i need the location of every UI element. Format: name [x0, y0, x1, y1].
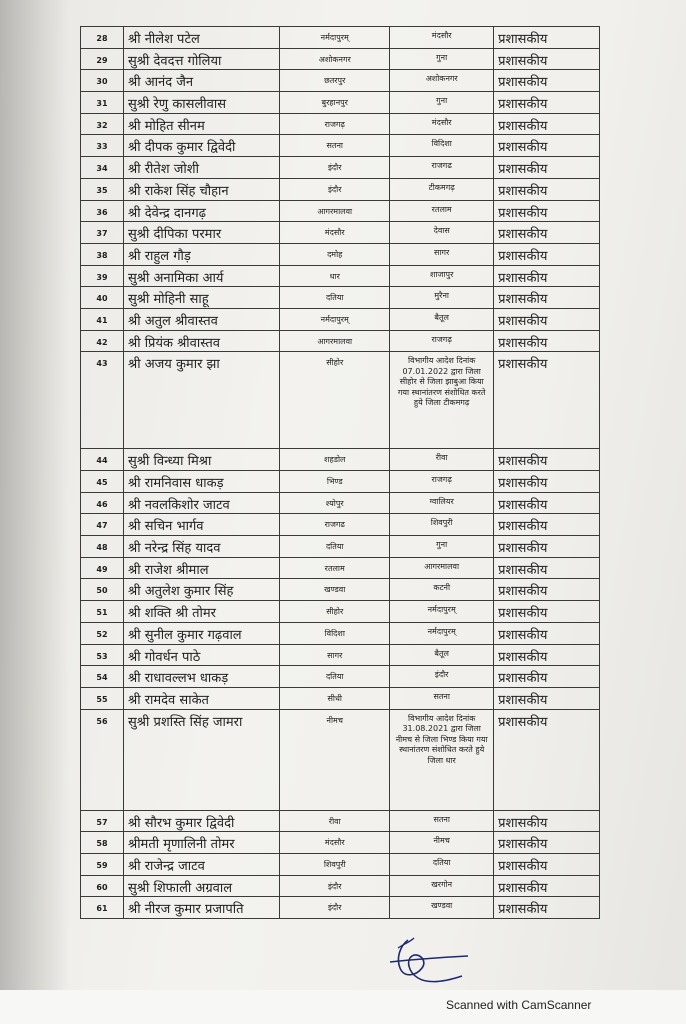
from-district: मंदसौर	[280, 832, 390, 854]
to-district: रीवा	[390, 449, 494, 471]
officer-name: श्री प्रियंक श्रीवास्तव	[123, 330, 279, 352]
table-row	[81, 897, 600, 919]
to-district: बैतूल	[390, 308, 494, 330]
from-district: नीमच	[280, 709, 390, 810]
from-district: बुरहानपुर	[280, 92, 390, 114]
row-number: 36	[81, 200, 124, 222]
officer-name: श्री मोहित सीनम	[123, 113, 279, 135]
to-district: राजगढ़	[390, 471, 494, 493]
row-number: 52	[81, 622, 124, 644]
transfer-category: प्रशासकीय	[494, 644, 600, 666]
transfer-category: प्रशासकीय	[494, 48, 600, 70]
from-district: नर्मदापुरम्	[280, 308, 390, 330]
transfer-category: प्रशासकीय	[494, 666, 600, 688]
row-number: 49	[81, 557, 124, 579]
from-district: राजगढ	[280, 514, 390, 536]
officer-name: सुश्री अनामिका आर्य	[123, 265, 279, 287]
officer-name: सुश्री प्रशस्ति सिंह जामरा	[123, 709, 279, 810]
table-row	[81, 853, 600, 875]
officer-name: श्री राहुल गौड़	[123, 243, 279, 265]
transfer-category: प्रशासकीय	[494, 178, 600, 200]
from-district: रतलाम	[280, 557, 390, 579]
row-number: 43	[81, 352, 124, 449]
from-district: इंदौर	[280, 157, 390, 179]
officer-name: सुश्री रेणु कासलीवास	[123, 92, 279, 114]
row-number: 56	[81, 709, 124, 810]
row-number: 32	[81, 113, 124, 135]
row-number: 44	[81, 449, 124, 471]
row-number: 37	[81, 222, 124, 244]
transfer-category: प्रशासकीय	[494, 853, 600, 875]
table-row	[81, 243, 600, 265]
row-number: 50	[81, 579, 124, 601]
officer-name: श्री अतुल श्रीवास्तव	[123, 308, 279, 330]
table-body	[81, 27, 600, 919]
table-row	[81, 687, 600, 709]
to-district: कटनी	[390, 579, 494, 601]
table-row	[81, 579, 600, 601]
from-district: आगरमालवा	[280, 330, 390, 352]
from-district: दमोह	[280, 243, 390, 265]
officer-name: श्री शक्ति श्री तोमर	[123, 601, 279, 623]
table-row	[81, 832, 600, 854]
to-district: अशोकनगर	[390, 70, 494, 92]
row-number: 57	[81, 810, 124, 832]
transfer-category: प्रशासकीय	[494, 200, 600, 222]
to-district: शिवपुरी	[390, 514, 494, 536]
to-district: सतना	[390, 810, 494, 832]
table-row	[81, 666, 600, 688]
to-district: गुना	[390, 48, 494, 70]
officer-name: श्री सचिन भार्गव	[123, 514, 279, 536]
row-number: 53	[81, 644, 124, 666]
transfer-category: प्रशासकीय	[494, 330, 600, 352]
to-district: गुना	[390, 92, 494, 114]
to-district: शाजापुर	[390, 265, 494, 287]
transfer-category: प्रशासकीय	[494, 810, 600, 832]
row-number: 58	[81, 832, 124, 854]
from-district: दतिया	[280, 666, 390, 688]
officer-name: श्री राजेन्द्र जाटव	[123, 853, 279, 875]
table-row	[81, 135, 600, 157]
from-district: भिण्ड	[280, 471, 390, 493]
row-number: 54	[81, 666, 124, 688]
officer-name: श्री देवेन्द्र दानगढ़	[123, 200, 279, 222]
table-row	[81, 308, 600, 330]
transfer-category: प्रशासकीय	[494, 287, 600, 309]
to-district: ग्वालियर	[390, 492, 494, 514]
table-row	[81, 265, 600, 287]
transfer-category: प्रशासकीय	[494, 265, 600, 287]
table-row	[81, 622, 600, 644]
officer-name: सुश्री दीपिका परमार	[123, 222, 279, 244]
from-district: सतना	[280, 135, 390, 157]
from-district: सीहोर	[280, 601, 390, 623]
table-row	[81, 200, 600, 222]
to-district: विदिशा	[390, 135, 494, 157]
to-district: टीकमगढ़	[390, 178, 494, 200]
table-row	[81, 178, 600, 200]
transfer-category: प्रशासकीय	[494, 157, 600, 179]
to-district: खण्डवा	[390, 897, 494, 919]
officer-name: श्री नीलेश पटेल	[123, 27, 279, 49]
to-district: इंदौर	[390, 666, 494, 688]
transfer-category: प्रशासकीय	[494, 92, 600, 114]
to-district: नर्मदापुरम्	[390, 622, 494, 644]
row-number: 45	[81, 471, 124, 493]
transfer-category: प्रशासकीय	[494, 557, 600, 579]
row-number: 46	[81, 492, 124, 514]
row-number: 29	[81, 48, 124, 70]
to-district: नर्मदापुरम्	[390, 601, 494, 623]
table-row	[81, 222, 600, 244]
table-row	[81, 92, 600, 114]
from-district: सागर	[280, 644, 390, 666]
row-number: 30	[81, 70, 124, 92]
from-district: अशोकनगर	[280, 48, 390, 70]
from-district: इंदौर	[280, 875, 390, 897]
row-number: 60	[81, 875, 124, 897]
from-district: दतिया	[280, 536, 390, 558]
officer-name: सुश्री मोहिनी साहू	[123, 287, 279, 309]
table-row	[81, 514, 600, 536]
from-district: खण्डवा	[280, 579, 390, 601]
row-number: 59	[81, 853, 124, 875]
transfer-category: प्रशासकीय	[494, 135, 600, 157]
officer-name: श्री सुनील कुमार गढ़वाल	[123, 622, 279, 644]
table-row	[81, 27, 600, 49]
officer-name: श्री राजेश श्रीमाल	[123, 557, 279, 579]
transfer-table	[80, 26, 600, 919]
officer-name: श्री नवलकिशोर जाटव	[123, 492, 279, 514]
transfer-category: प्रशासकीय	[494, 243, 600, 265]
officer-name: श्री राकेश सिंह चौहान	[123, 178, 279, 200]
transfer-category: प्रशासकीय	[494, 308, 600, 330]
transfer-category: प्रशासकीय	[494, 536, 600, 558]
transfer-category: प्रशासकीय	[494, 875, 600, 897]
table-row	[81, 557, 600, 579]
officer-name: श्री अतुलेश कुमार सिंह	[123, 579, 279, 601]
to-district: खरगोन	[390, 875, 494, 897]
row-number: 42	[81, 330, 124, 352]
from-district: श्योपुर	[280, 492, 390, 514]
transfer-category: प्रशासकीय	[494, 579, 600, 601]
transfer-category: प्रशासकीय	[494, 222, 600, 244]
transfer-category: प्रशासकीय	[494, 622, 600, 644]
officer-name: श्री आनंद जैन	[123, 70, 279, 92]
transfer-category: प्रशासकीय	[494, 709, 600, 810]
to-district: राजगढ	[390, 157, 494, 179]
table-row	[81, 449, 600, 471]
from-district: इंदौर	[280, 897, 390, 919]
officer-name: श्री दीपक कुमार द्विवेदी	[123, 135, 279, 157]
scanned-with-camscanner: Scanned with CamScanner	[446, 998, 592, 1012]
to-district: विभागीय आदेश दिनांक 07.01.2022 द्वारा जिला सीहोर से जिला झाबुआ किया गया स्थानांतरण संशोधित करते हुये जिला टीकमगढ़	[390, 352, 494, 449]
to-district: सागर	[390, 243, 494, 265]
from-district: इंदौर	[280, 178, 390, 200]
table-row	[81, 70, 600, 92]
from-district: आगरमालवा	[280, 200, 390, 222]
row-number: 55	[81, 687, 124, 709]
table-row	[81, 536, 600, 558]
officer-name: श्री नरेन्द्र सिंह यादव	[123, 536, 279, 558]
table-row	[81, 113, 600, 135]
to-district: देवास	[390, 222, 494, 244]
to-district: दतिया	[390, 853, 494, 875]
to-district: रतलाम	[390, 200, 494, 222]
transfer-category: प्रशासकीय	[494, 352, 600, 449]
transfer-category: प्रशासकीय	[494, 113, 600, 135]
officer-name: श्री सौरभ कुमार द्विवेदी	[123, 810, 279, 832]
transfer-category: प्रशासकीय	[494, 492, 600, 514]
row-number: 41	[81, 308, 124, 330]
transfer-category: प्रशासकीय	[494, 449, 600, 471]
transfer-category: प्रशासकीय	[494, 70, 600, 92]
officer-name: सुश्री शिफाली अग्रवाल	[123, 875, 279, 897]
table-row	[81, 492, 600, 514]
officer-name: श्री गोवर्धन पाठे	[123, 644, 279, 666]
table-row	[81, 48, 600, 70]
from-district: शहडोल	[280, 449, 390, 471]
from-district: रीवा	[280, 810, 390, 832]
officer-name: श्री रामनिवास धाकड़	[123, 471, 279, 493]
transfer-category: प्रशासकीय	[494, 832, 600, 854]
row-number: 39	[81, 265, 124, 287]
to-district: मंदसौर	[390, 113, 494, 135]
transfer-category: प्रशासकीय	[494, 687, 600, 709]
officer-name: श्री राधावल्लभ धाकड़	[123, 666, 279, 688]
table-row	[81, 644, 600, 666]
table-row	[81, 601, 600, 623]
transfer-category: प्रशासकीय	[494, 514, 600, 536]
transfer-category: प्रशासकीय	[494, 27, 600, 49]
to-district: सतना	[390, 687, 494, 709]
to-district: आगरमालवा	[390, 557, 494, 579]
from-district: नर्मदापुरम्	[280, 27, 390, 49]
row-number: 61	[81, 897, 124, 919]
to-district: मंदसौर	[390, 27, 494, 49]
from-district: सीहोर	[280, 352, 390, 449]
to-district: राजगढ़	[390, 330, 494, 352]
from-district: दतिया	[280, 287, 390, 309]
row-number: 31	[81, 92, 124, 114]
from-district: मंदसौर	[280, 222, 390, 244]
row-number: 48	[81, 536, 124, 558]
officer-name: श्री रीतेश जोशी	[123, 157, 279, 179]
from-district: छतरपुर	[280, 70, 390, 92]
from-district: राजगढ़	[280, 113, 390, 135]
to-district: बैतूल	[390, 644, 494, 666]
table-row	[81, 709, 600, 810]
officer-name: श्री रामदेव साकेत	[123, 687, 279, 709]
from-district: विदिशा	[280, 622, 390, 644]
row-number: 47	[81, 514, 124, 536]
to-district: विभागीय आदेश दिनांक 31.08.2021 द्वारा जिला नीमच से जिला भिण्ड किया गया स्थानांतरण संशोधित करते हुये जिला धार	[390, 709, 494, 810]
to-district: नीमच	[390, 832, 494, 854]
row-number: 35	[81, 178, 124, 200]
table-row	[81, 287, 600, 309]
table-row	[81, 471, 600, 493]
table-row	[81, 810, 600, 832]
transfer-category: प्रशासकीय	[494, 897, 600, 919]
table-row	[81, 330, 600, 352]
transfer-category: प्रशासकीय	[494, 471, 600, 493]
from-district: सीधी	[280, 687, 390, 709]
row-number: 34	[81, 157, 124, 179]
officer-name: श्री अजय कुमार झा	[123, 352, 279, 449]
table-row	[81, 875, 600, 897]
row-number: 38	[81, 243, 124, 265]
to-district: मुरैना	[390, 287, 494, 309]
transfer-category: प्रशासकीय	[494, 601, 600, 623]
to-district: गुना	[390, 536, 494, 558]
from-district: धार	[280, 265, 390, 287]
row-number: 51	[81, 601, 124, 623]
row-number: 28	[81, 27, 124, 49]
row-number: 40	[81, 287, 124, 309]
signature	[378, 932, 478, 992]
table-row	[81, 157, 600, 179]
officer-name: सुश्री विन्ध्या मिश्रा	[123, 449, 279, 471]
officer-name: श्री नीरज कुमार प्रजापति	[123, 897, 279, 919]
row-number: 33	[81, 135, 124, 157]
table-row	[81, 352, 600, 449]
page-edge-shadow	[0, 0, 70, 1024]
from-district: शिवपुरी	[280, 853, 390, 875]
officer-name: श्रीमती मृणालिनी तोमर	[123, 832, 279, 854]
officer-name: सुश्री देवदत्त गोलिया	[123, 48, 279, 70]
